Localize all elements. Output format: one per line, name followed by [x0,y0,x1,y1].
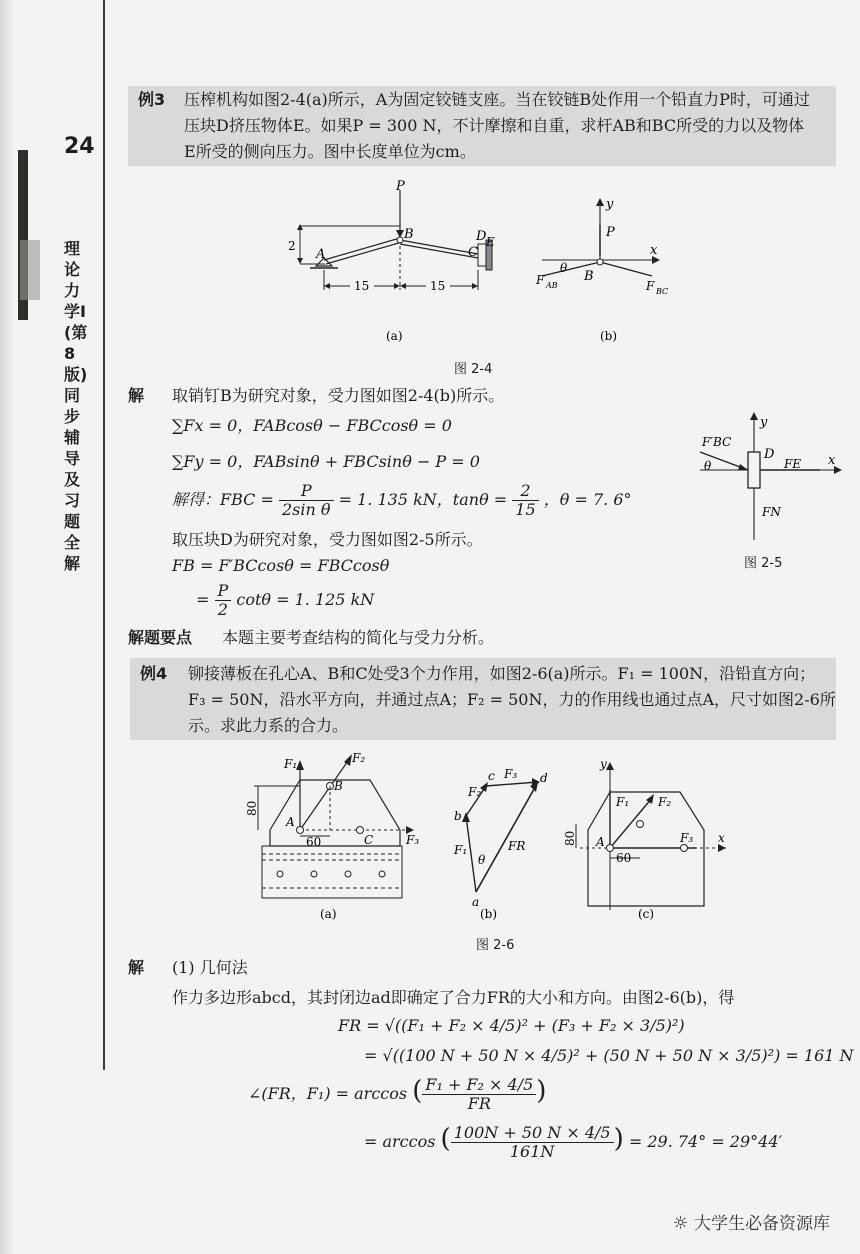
example3-line2: 压块D挤压物体E。如果P = 300 N，不计摩擦和自重，求杆AB和BC所受的力以及物体 [184,116,805,135]
solve-prefix: 解得：FBC = [172,490,274,509]
fb2-prefix: = [196,590,210,609]
solve-frac-den: 2sin θ [282,500,331,519]
eq4-fraction [451,1124,614,1161]
fig26-caption: 图 2-6 [476,938,515,953]
solution2-eq3: ∠(FR，F₁) = arccos ( $\frac{\text{F₁ + F₂ × 4/5}}{FR}$ ) [248,1075,547,1113]
binder-shadow [0,0,12,1254]
example4-line3: 示。求此力系的合力。 [188,716,349,735]
solve-end: ，θ = 7. 6° [543,490,632,509]
fig25-FBC: F′BC [702,435,732,449]
fig26c-A: A [596,835,605,849]
fig25-x: x [828,453,836,468]
fig24-label-A: A [316,247,326,262]
solve-frac-num: P [279,482,334,501]
fig24b-FAB-sub: AB [546,281,558,290]
fig26b-F3: F₃ [504,767,518,781]
fig24b-x: x [650,243,658,258]
fig25-caption: 图 2-5 [744,556,783,571]
running-title: 理论力学Ⅰ(第8版)同步辅导及习题全解 [64,239,88,573]
fig24-sub-a: (a) [386,329,403,343]
fig24-a-diagram [288,180,495,343]
solution1-fb1: FB = F′BCcosθ = FBCcosθ [172,556,390,575]
solution1-eq2: ∑Fy = 0，FABsinθ + FBCsinθ − P = 0 [172,452,480,471]
figure-2-6 [240,750,740,930]
fig26c-F2: F₂ [658,795,672,809]
fb2-frac-num: P [215,582,232,601]
fig26c-y: y [600,757,607,771]
margin-rule [103,0,105,1070]
fig24b-B: B [584,269,594,284]
example3-line3: E所受的侧向压力。图中长度单位为cm。 [184,142,476,161]
fig26c-F1: F₁ [616,795,630,809]
solution1-fb2 [196,582,374,619]
watermark [672,1209,830,1234]
solution2-eq1: FR = √((F₁ + F₂ × 4/5)² + (F₃ + F₂ × 3/5)²) [338,1016,685,1035]
solution2-method: (1) 几何法 [172,958,248,977]
fig24-dim-h: 2 [288,239,296,253]
fig26a-F2: F₂ [352,751,366,765]
keypoint-text: 本题主要考查结构的简化与受力分析。 [222,628,495,647]
fig26b-F2: F₂ [468,785,482,799]
example4-label: 例4 [140,664,168,683]
fig26a-A: A [286,815,295,829]
figure-2-4 [280,180,700,350]
wechat-icon: ☼ [672,1213,689,1234]
eq3-fraction [422,1076,536,1113]
fig24b-theta: θ [560,261,568,275]
solution2-label: 解 [128,958,145,977]
fig26-b-diagram [453,767,548,921]
fig26b-b: b [454,809,462,823]
solution2-eq4: = arccos ( $\frac{100N + 50 N \times 4/5}{161N}$ ) = 29. 74° = 29°44′ [364,1123,783,1161]
fb2-fraction [215,582,232,619]
fig26a-F3: F₃ [406,833,420,847]
page-number: 24 [64,134,95,159]
fig26c-dim60: 60 [616,851,632,865]
solution1-line-d: 取压块D为研究对象，受力图如图2-5所示。 [172,530,483,549]
fig26a-F1: F₁ [284,757,298,771]
fig24-b-diagram [535,197,668,343]
eq4-den: 161N [509,1142,555,1161]
eq4-prefix: = arccos [364,1132,436,1151]
solution1-label: 解 [128,386,145,405]
fig26c-x: x [718,831,725,845]
solution2-eq2: = √((100 N + 50 N × 4/5)² + (50 N + 50 N × 3/5)²) = 161 N [364,1046,854,1065]
fig24b-FBC-sub: BC [656,287,669,296]
fig25-D: D [764,447,775,462]
tan-frac-num: 2 [512,482,538,501]
fig26c-F3: F₃ [680,831,694,845]
fig25-FN: FN [762,505,781,519]
fig26-sub-c: (c) [638,907,655,921]
fig24-label-E: E [486,235,495,249]
fig24-sub-b: (b) [600,329,618,343]
eq4-num: 100N + 50 N × 4/5 [451,1124,614,1143]
fig25-FE: FE [784,457,802,471]
fig26c-dim80: 80 [563,830,577,846]
fig24-dim-right: 15 [430,279,446,293]
fig24b-FBC: F [646,279,655,293]
eq3-prefix: ∠(FR，F₁) = arccos [248,1084,408,1103]
eq3-num: F₁ + F₂ × 4/5 [422,1076,536,1095]
fig24-label-C: C [468,245,478,260]
fb2-frac-den: 2 [217,600,228,619]
example3-line1: 压榨机构如图2-4(a)所示，A为固定铰链支座。当在铰链B处作用一个铅直力P时，可通过 [184,90,810,109]
figure-2-5 [690,408,850,548]
fig26-sub-a: (a) [320,907,337,921]
fig24b-FAB: F [536,273,545,287]
fig24-label-B: B [404,227,414,242]
fig26b-F1: F₁ [454,843,468,857]
fig26b-d: d [540,771,548,785]
fig25-y: y [760,415,768,430]
fig24-dim-left: 15 [354,279,370,293]
solution1-line1: 取销钉B为研究对象，受力图如图2-4(b)所示。 [172,386,505,405]
solve-mid: = 1. 135 kN，tanθ = [338,490,508,509]
eq4-end: = 29. 74° = 29°44′ [628,1132,783,1151]
fig26a-dim60: 60 [306,835,322,849]
fig24-label-P: P [396,180,405,194]
fig26b-theta: θ [478,853,486,867]
fig26b-c: c [488,769,495,783]
fb2-end: cotθ = 1. 125 kN [236,590,375,609]
fig26a-B: B [334,779,343,793]
fig25-theta: θ [704,459,712,473]
fig24-label-D: D [476,229,487,244]
fig24-caption: 图 2-4 [454,362,493,377]
fig24b-y: y [606,197,614,212]
example3-label: 例3 [138,90,166,109]
fig26-sub-b: (b) [480,907,498,921]
tan-frac-den: 15 [515,500,536,519]
eq3-den: FR [467,1094,491,1113]
example4-line1: 铆接薄板在孔心A、B和C处受3个力作用，如图2-6(a)所示。F₁ = 100N，沿铅直方向； [188,664,816,683]
fig24b-P: P [606,225,615,240]
binder-mark-light [20,240,40,300]
fig26b-a: a [472,895,480,909]
solve-fraction [279,482,334,519]
fig26-c-diagram [563,757,726,921]
example4-line2: F₃ = 50N，沿水平方向，并通过点A；F₂ = 50N，力的作用线也通过点A，尺寸如图2-6所 [188,690,836,709]
solution2-line1: 作力多边形abcd，其封闭边ad即确定了合力FR的大小和方向。由图2-6(b)，得 [172,988,735,1007]
fig26b-FR: FR [508,839,526,853]
solution1-solve [172,482,632,519]
tan-fraction [512,482,538,519]
fig26-a-diagram [245,751,419,921]
keypoint-label: 解题要点 [128,628,193,647]
solution1-eq1: ∑Fx = 0，FABcosθ − FBCcosθ = 0 [172,416,452,435]
watermark-text: 大学生必备资源库 [694,1214,830,1234]
fig26a-dim80: 80 [245,800,259,816]
fig26a-C: C [364,833,374,847]
